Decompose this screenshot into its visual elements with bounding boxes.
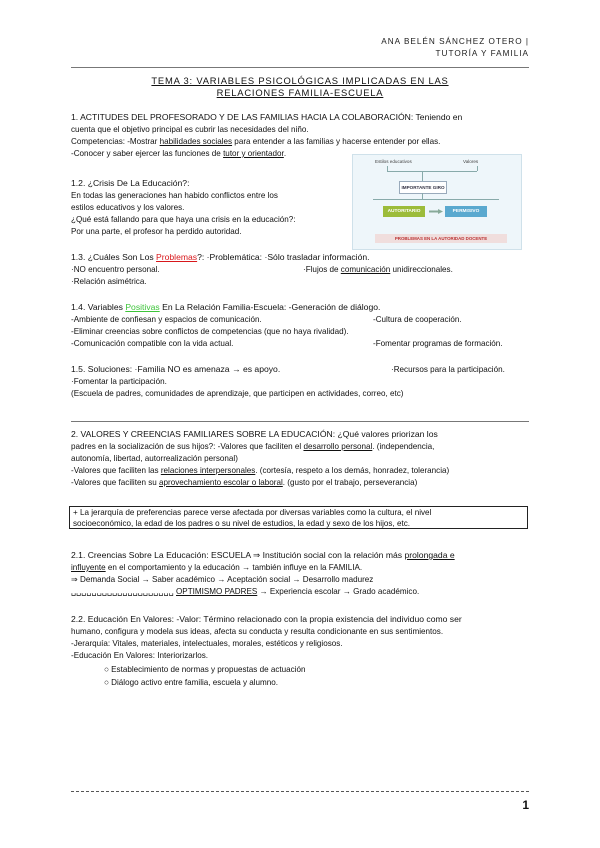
line-4-end: . [283,149,287,158]
section-1-3-line-2a: ·NO encuentro personal. [71,265,160,274]
personal-development-underlined: desarrollo personal [303,442,373,451]
section-1-5-line-2: ·Fomentar la participación. [71,377,167,386]
section-2-2-line-4: -Educación En Valores: Interiorizarlos. [71,651,209,660]
figure-connector-left [387,166,388,171]
section-2-line-5-end: . (gusto por el trabajo, perseverancia) [282,478,418,487]
section-2-1-line-4 [71,586,419,597]
bullet-item-1 [104,664,306,675]
title-line-2: RELACIONES FAMILIA-ESCUELA [216,87,384,98]
interpersonal-relations-underlined: relaciones interpersonales [160,466,256,475]
section-2-2-line-2: humano, configura y modela sus ideas, afecta su conducta y resulta condicionante en sus sentimientos. [71,627,444,636]
section-1-4-rest: En La Relación Familia-Escuela: -Generación de diálogo. [159,302,381,312]
section-1-2-line-3: ¿Qué está fallando para que haya una crisis en la educación?: [71,215,296,224]
section-2-1-line-2-rest: en el comportamiento y la educación → también influye en la FAMILIA. [105,563,363,572]
school-achievement-underlined: aprovechamiento escolar o laboral [159,478,283,487]
section-1-2-line-2: estilos educativos y los valores. [71,203,185,212]
bullet-item-1-text: Establecimiento de normas y propuestas de actuación [111,665,306,674]
figure-box-important-turn: IMPORTANTE GIRO [399,181,447,194]
section-1-5-line-1b: ·Recursos para la participación. [391,365,505,374]
positive-highlight: Positivas [125,302,160,312]
section-1-competencies [71,136,440,147]
section-1-4-line-4a: -Comunicación compatible con la vida actual. [71,339,234,348]
section-1-3-heading [71,252,370,263]
section-1-2-line-1: En todas las generaciones han habido conflictos entre los [71,191,278,200]
section-2-line-3: autonomía, libertad, autorrealización personal) [71,454,238,463]
page-title [71,75,529,99]
figure-connector-right [477,166,478,171]
circle-bullet-icon: ○ [104,678,109,687]
section-1-4-prefix: 1.4. Variables [71,302,126,312]
section-1-4-line-2b: -Cultura de cooperación. [373,315,462,324]
note-line-2: socioeconómico, la edad de los padres o su nivel de estudios, la edad y sexo de los hijos, etc. [73,519,410,528]
section-1-4-line-4b: -Fomentar programas de formación. [373,339,503,348]
section-1-heading-text: 1. ACTITUDES DEL PROFESORADO Y DE LAS FAMILIAS HACIA LA COLABORACIÓN: [71,112,414,122]
section-1-line-2: cuenta que el objetivo principal es cubrir las necesidades del niño. [71,125,309,134]
section-2-1-text: 2.1. Creencias Sobre La Educación: ESCUELA ⇒ Institución social con la relación más [71,550,405,560]
competencies-rest: para entender a las familias y hacerse entender por ellas. [232,137,441,146]
bullet-item-2-text: Diálogo activo entre familia, escuela y alumno. [111,678,279,687]
section-2-line-4 [71,465,449,476]
optimism-underlined: OPTIMISMO PADRES [176,587,258,596]
section-divider [71,421,529,422]
communication-underlined: comunicación [340,265,391,274]
prolonged-underlined: prolongada e [404,550,455,560]
section-2-heading-text: 2. VALORES Y CREENCIAS FAMILIARES SOBRE LA EDUCACIÓN: [71,429,336,439]
figure-label-values: Valores [463,159,479,164]
section-1-2-line-4: Por una parte, el profesor ha perdido autoridad. [71,227,242,236]
section-2-line-4-end: . (cortesía, respeto a los demás, honradez, tolerancia) [255,466,450,475]
competencies-underlined: habilidades sociales [159,137,233,146]
section-2-line-5 [71,477,417,488]
section-2-1-line-2 [71,562,362,573]
header-rule [71,67,529,68]
figure-box-permissive: PERMISIVO [445,206,487,217]
section-2-line-2-text: padres en la socialización de sus hijos?: -Valores que faciliten el [71,442,304,451]
flows-label: ·Flujos de [303,265,341,274]
figure-banner-problems: PROBLEMAS EN LA AUTORIDAD DOCENTE [375,234,507,243]
section-1-heading [71,112,462,123]
section-1-heading-rest: Teniendo en [413,112,463,122]
figure-connector-mid-v [422,193,423,199]
competencies-label: Competencias: -Mostrar [71,137,160,146]
circle-bullet-icon: ○ [104,665,109,674]
note-line-1: + La jerarquía de preferencias parece verse afectada por diversas variables como la cultura, el nivel [73,508,432,517]
section-2-1-spacer: ␣␣␣␣␣␣␣␣␣␣␣␣␣␣␣␣␣␣␣␣ [71,587,177,596]
title-line-1: TEMA 3: VARIABLES PSICOLÓGICAS IMPLICADAS EN LAS [151,75,449,86]
arrow-right-icon [429,209,443,214]
section-2-1-line-4-rest: → Experiencia escolar → Grado académico. [257,587,420,596]
figure-box-authoritarian: AUTORITARIO [383,206,425,217]
section-1-5-line-3: (Escuela de padres, comunidades de aprendizaje, que participen en actividades, correo, etc) [71,389,404,398]
section-2-line-4-text: -Valores que faciliten las [71,466,161,475]
influential-underlined: influyente [71,563,106,572]
figure-connector-center [422,171,423,181]
section-2-heading-rest: ¿Qué valores priorizan los [335,429,438,439]
section-1-2-heading: 1.2. ¿Crisis De La Educación?: [71,178,190,188]
section-1-4-line-2a: -Ambiente de confiesan y espacios de comunicación. [71,315,262,324]
bullet-item-2 [104,677,278,688]
figure-connector-top [387,171,477,172]
section-2-1-line-1 [71,550,455,561]
page-number: 1 [522,798,529,812]
figure-connector-mid [373,199,499,200]
header-author: ANA BELÉN SÁNCHEZ OTERO | [381,37,529,46]
section-2-2-line-3: -Jerarquía: Vitales, materiales, intelectuales, morales, estéticos y religiosos. [71,639,343,648]
line-4-underlined: tutor y orientador [223,149,284,158]
footer-dashed-rule [71,791,529,792]
problems-highlight: Problemas [156,252,198,262]
line-4-text: -Conocer y saber ejercer las funciones de [71,149,224,158]
section-1-3-prefix: 1.3. ¿Cuáles Son Los [71,252,157,262]
section-1-4-heading [71,302,380,313]
section-2-heading [71,429,438,440]
section-1-3-line-2b [303,264,453,275]
section-1-3-rest: ?: ·Problemática: ·Sólo trasladar información. [197,252,370,262]
section-1-4-line-3: -Eliminar creencias sobre conflictos de competencias (que no haya rivalidad). [71,327,349,336]
section-2-line-2 [71,441,434,452]
figure-label-styles: Estilos educativos [375,159,412,164]
education-styles-figure [352,154,522,250]
section-1-3-line-3: ·Relación asimétrica. [71,277,147,286]
section-2-line-5-text: -Valores que faciliten su [71,478,160,487]
flows-rest: unidireccionales. [390,265,453,274]
header-subject: TUTORÍA Y FAMILIA [435,49,529,58]
section-2-2-line-1: 2.2. Educación En Valores: -Valor: Término relacionado con la propia existencia del individuo como ser [71,614,462,624]
section-2-line-2-end: . (independencia, [372,442,435,451]
section-1-line-4 [71,148,286,159]
section-2-1-line-3: ⇒ Demanda Social → Saber académico → Aceptación social → Desarrollo madurez [71,575,374,584]
section-1-5-line-1a: 1.5. Soluciones: ·Familia NO es amenaza → es apoyo. [71,364,281,374]
